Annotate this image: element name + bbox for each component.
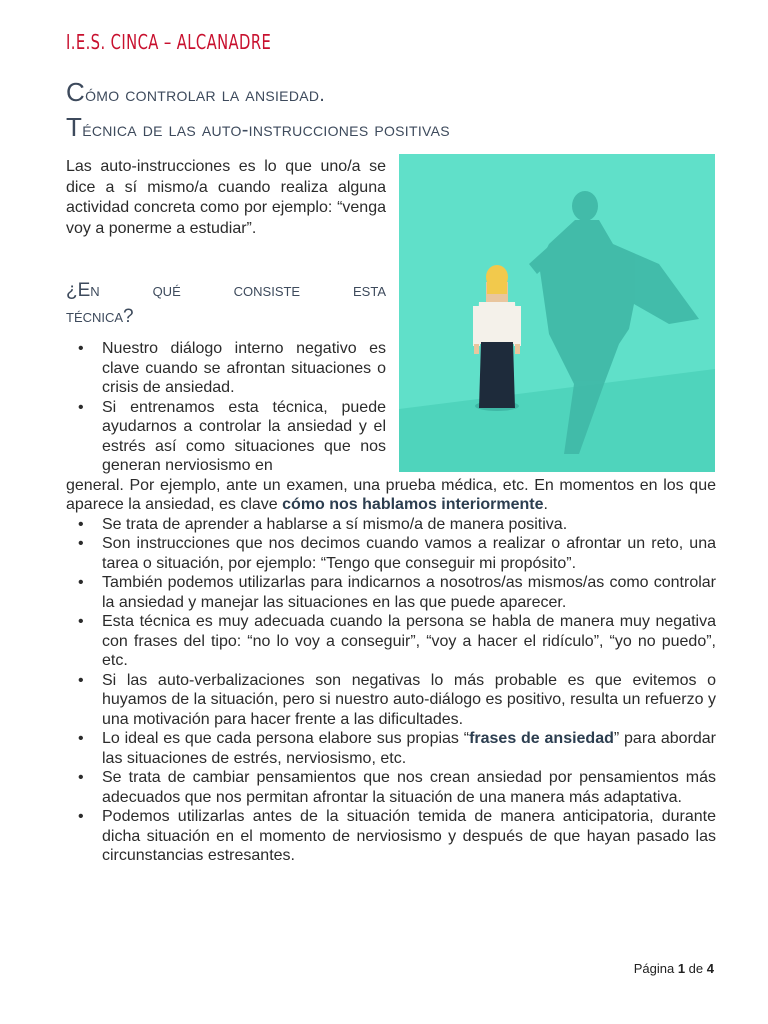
section-heading-prefix: ¿E	[66, 280, 91, 301]
title-line1: ómo controlar la ansiedad.	[85, 84, 326, 106]
list-item	[66, 612, 716, 671]
bullet-text: También podemos utilizarlas para indicarnos a nosotros/as mismos/as como controlar la ansiedad y manejar las situaciones en las que puede aparecer.	[102, 574, 716, 611]
list-item	[66, 339, 386, 398]
title-line2: écnica de las auto-instrucciones positivas	[82, 119, 450, 141]
list-item	[66, 807, 716, 866]
bullet-bold-text: frases de ansiedad	[469, 730, 614, 747]
list-item	[66, 515, 716, 535]
intro-paragraph: Las auto-instrucciones es lo que uno/a se dice a sí mismo/a cuando realiza alguna actividad concreta como por ejemplo: “venga voy a ponerme a estudiar”.	[66, 158, 386, 237]
list-item	[66, 573, 716, 612]
footer-page-total: 4	[706, 961, 714, 976]
page-footer	[634, 961, 714, 976]
bullet-text: general. Por ejemplo, ante un examen, una prueba médica, etc. En momentos en los que aparece la ansiedad, es clave	[66, 476, 716, 513]
bullet-text: .	[543, 496, 548, 513]
list-item	[66, 398, 716, 515]
footer-of: de	[688, 961, 704, 976]
list-item	[66, 671, 716, 730]
school-header: I.E.S. CINCA – ALCANADRE	[66, 30, 272, 54]
section-heading-line1: n qué consiste esta	[90, 280, 386, 301]
list-item	[66, 534, 716, 573]
list-item	[66, 729, 716, 768]
bullet-text: • Si entrenamos esta técnica, puede ayudarnos a controlar la ansiedad y el estrés así como situaciones que nos generan nerviosismo en	[102, 398, 386, 474]
bullet-text: Se trata de aprender a hablarse a sí mismo/a de manera positiva.	[102, 515, 568, 533]
footer-label: Página	[633, 961, 675, 976]
bullet-list	[66, 339, 716, 866]
bullet-text: Son instrucciones que nos decimos cuando vamos a realizar o afrontar un reto, una tarea o situación, por ejemplo: “Tengo que conseguir mi propósito”.	[102, 535, 716, 572]
bullet-text: Esta técnica es muy adecuada cuando la persona se habla de manera muy negativa con frases del tipo: “no lo voy a conseguir”, “voy a hacer el ridículo”, “yo no puedo”, etc.	[102, 613, 716, 669]
section-heading-cont: técnica?	[66, 306, 134, 327]
title-line2-initial: T	[66, 112, 83, 142]
bullet-text: Nuestro diálogo interno negativo es clave cuando se afrontan situaciones o crisis de ansiedad.	[102, 340, 386, 396]
bullet-text: Si las auto-verbalizaciones son negativas lo más probable es que evitemos o huyamos de la situación, pero si nuestro auto-diálogo es positivo, resulta un refuerzo y una motivación para hacer frente a las dificultades.	[102, 671, 716, 728]
bullet-text: ” para abordar las situaciones de estrés, nerviosismo, etc.	[102, 730, 717, 767]
bullet-bold-text: cómo nos hablamos interiormente	[282, 496, 544, 513]
section-heading	[66, 278, 386, 304]
bullet-text: Podemos utilizarlas antes de la situación temida de manera anticipatoria, durante dicha situación en el momento de nerviosismo y después de que hayan pasado las circunstancias estresantes.	[102, 808, 716, 864]
footer-page-number: 1	[677, 961, 686, 976]
list-item	[66, 768, 716, 807]
page-title	[66, 76, 450, 146]
bullet-text: Se trata de cambiar pensamientos que nos crean ansiedad por pensamientos más adecuados que nos permitan afrontar la situación de una manera más adaptativa.	[102, 769, 716, 806]
bullet-text: Lo ideal es que cada persona elabore sus propias “	[102, 730, 470, 747]
title-line1-initial: C	[66, 77, 86, 107]
